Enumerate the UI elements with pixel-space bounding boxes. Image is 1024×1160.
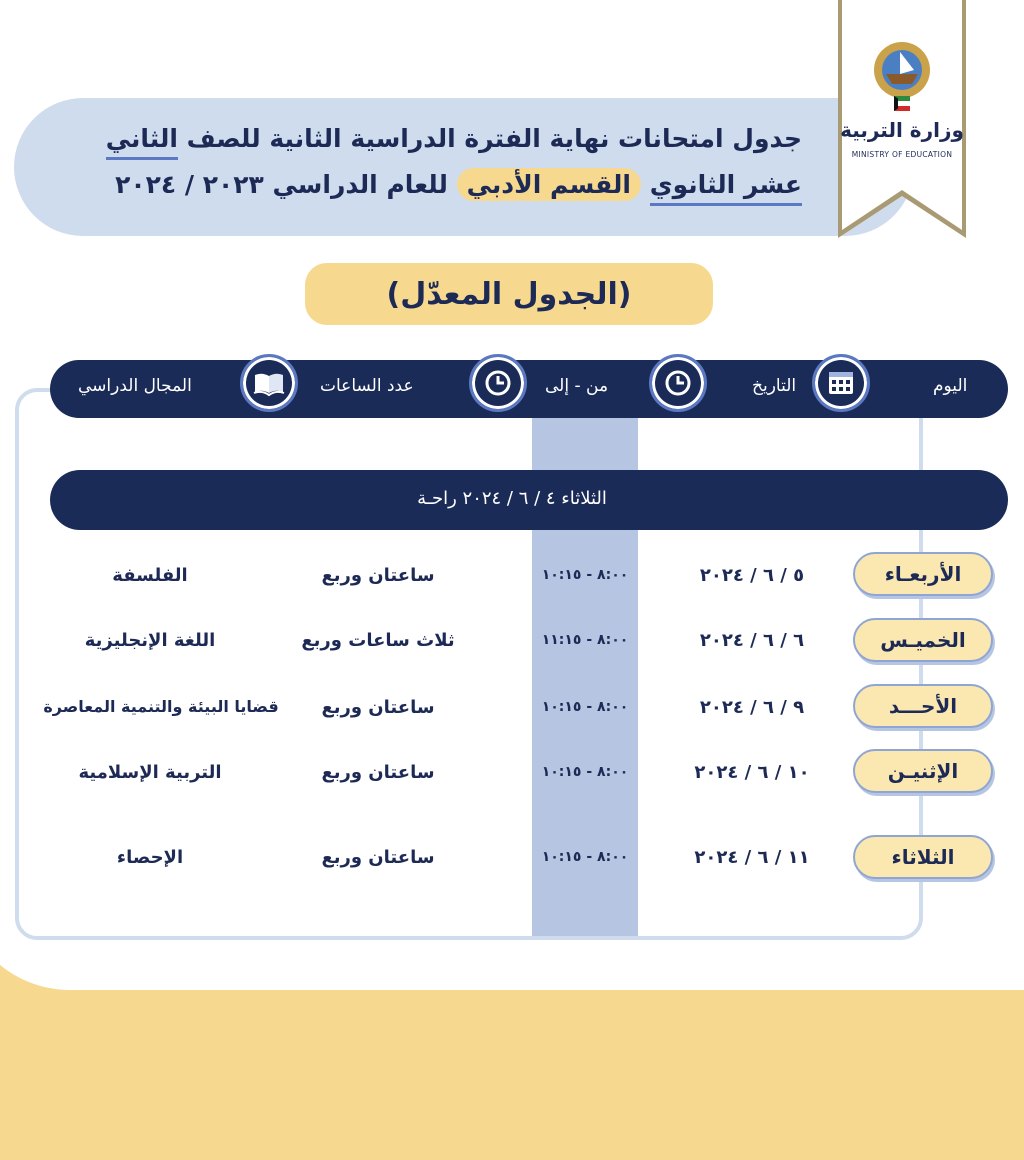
title-banner — [14, 98, 914, 236]
ministry-name-arabic: وزارة التربية — [840, 118, 964, 142]
exam-date: ٩ / ٦ / ٢٠٢٤ — [699, 697, 805, 718]
exam-hours: ثلاث ساعات وربع — [301, 630, 455, 651]
day-pill: الإثنيـن — [853, 749, 993, 793]
header-from-to: من - إلى — [545, 376, 609, 396]
rest-day-text: الثلاثاء ٤ / ٦ / ٢٠٢٤ راحـة — [417, 488, 607, 509]
day-pill: الثلاثاء — [853, 835, 993, 879]
exam-hours: ساعتان وربع — [321, 847, 435, 868]
exam-time: ٨:٠٠ - ١٠:١٥ — [541, 764, 629, 780]
clock-icon — [469, 354, 527, 412]
header-hours: عدد الساعات — [320, 376, 414, 396]
exam-time: ٨:٠٠ - ١٠:١٥ — [541, 699, 629, 715]
ministry-name-english: MINISTRY OF EDUCATION — [851, 150, 953, 159]
exam-subject: الفلسفة — [112, 565, 188, 586]
exam-time: ٨:٠٠ - ١٠:١٥ — [541, 849, 629, 865]
title-line1-underlined: الثاني — [106, 124, 178, 160]
exam-hours: ساعتان وربع — [321, 565, 435, 586]
title-line-1 — [106, 124, 802, 153]
day-pill: الخميـس — [853, 618, 993, 662]
day-pill: الأحـــد — [853, 684, 993, 728]
title-line1-text: جدول امتحانات نهاية الفترة الدراسية الثانية للصف — [177, 124, 802, 153]
section-label: القسم الأدبي — [457, 168, 641, 201]
exam-subject: اللغة الإنجليزية — [84, 630, 216, 651]
day-pill: الأربعـاء — [853, 552, 993, 596]
header-date: التاريخ — [752, 376, 797, 396]
book-icon — [240, 354, 298, 412]
clock-icon — [649, 354, 707, 412]
grade-label: عشر الثانوي — [650, 170, 802, 206]
modified-schedule-title: (الجدول المعدّل) — [305, 263, 713, 325]
exam-date: ١٠ / ٦ / ٢٠٢٤ — [694, 762, 810, 783]
exam-date: ١١ / ٦ / ٢٠٢٤ — [694, 847, 810, 868]
exam-subject: قضايا البيئة والتنمية المعاصرة — [43, 697, 279, 716]
exam-time: ٨:٠٠ - ١٠:١٥ — [541, 567, 629, 583]
exam-subject: الإحصاء — [116, 847, 184, 868]
header-subject: المجال الدراسي — [78, 376, 192, 396]
exam-hours: ساعتان وربع — [321, 762, 435, 783]
exam-date: ٦ / ٦ / ٢٠٢٤ — [699, 630, 805, 651]
school-year-label: للعام الدراسي ٢٠٢٣ / ٢٠٢٤ — [115, 170, 448, 199]
header-day: اليوم — [933, 376, 968, 396]
exam-hours: ساعتان وربع — [321, 697, 435, 718]
exam-date: ٥ / ٦ / ٢٠٢٤ — [699, 565, 805, 586]
exam-subject: التربية الإسلامية — [78, 762, 222, 783]
calendar-icon — [812, 354, 870, 412]
exam-time: ٨:٠٠ - ١١:١٥ — [541, 632, 629, 648]
title-line-2 — [115, 170, 802, 199]
